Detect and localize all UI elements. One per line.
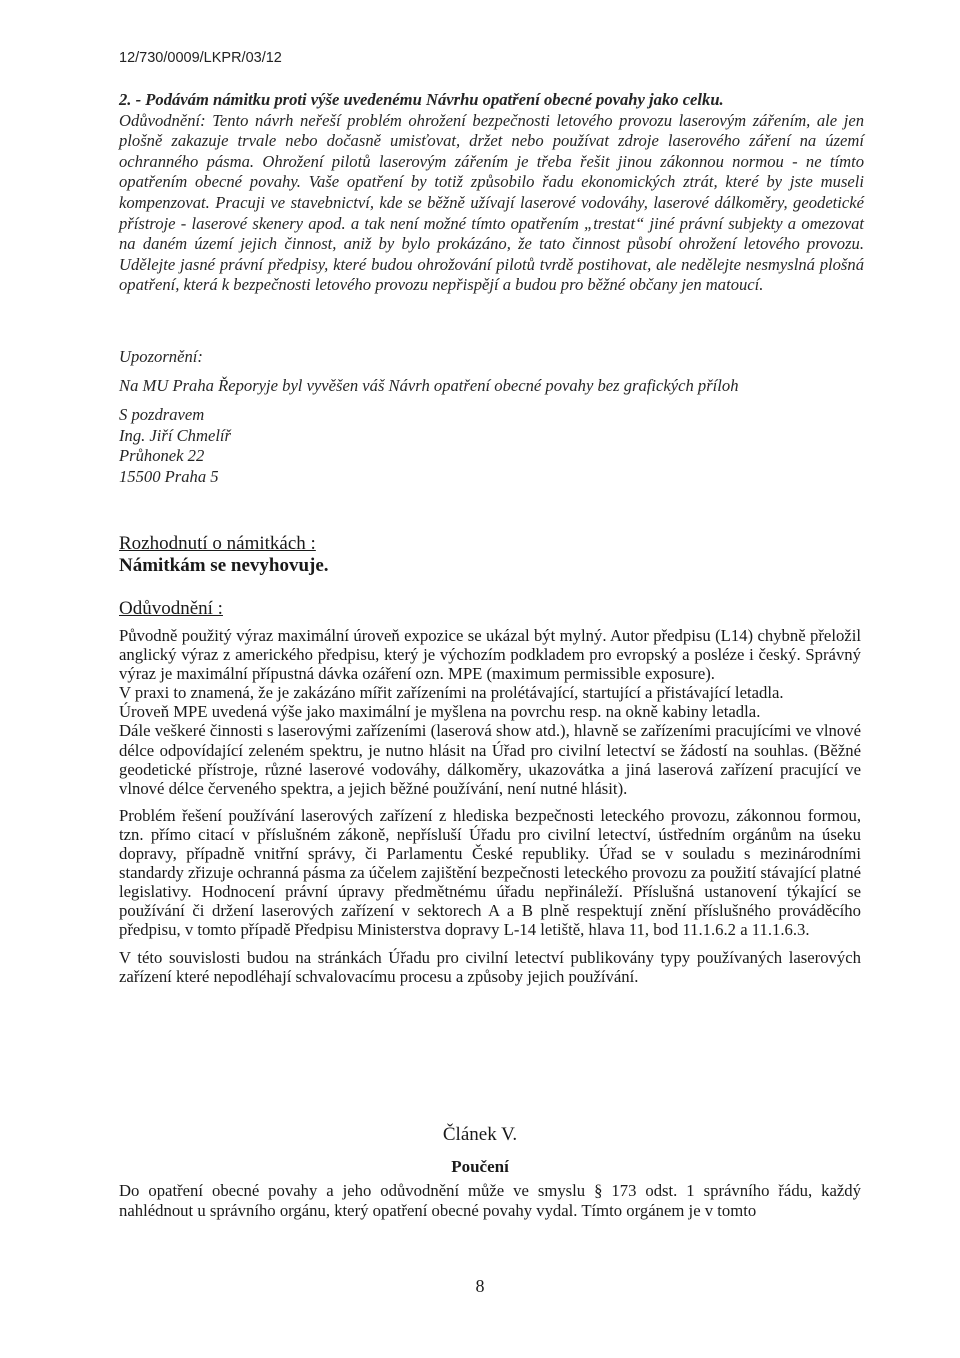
reasoning-paragraph: Původně použitý výraz maximální úroveň expozice se ukázal být mylný. Autor předpisu (L14) chybně přeložil anglický výraz z amerického předpisu, který je výchozím podkladem pro evropský a posléze i český. Správný výraz je maximální přípustná dávka ozáření ozn. MPE (maximum permissible exposure).	[119, 626, 861, 684]
warning-label: Upozornění:	[119, 347, 203, 366]
decision-verdict: Námitkám se nevyhovuje.	[119, 555, 329, 576]
article-heading: Článek V.	[442, 1124, 518, 1145]
reasoning-body	[119, 626, 861, 994]
page-number: 8	[475, 1276, 485, 1296]
decision-title: Rozhodnutí o námitkách :	[119, 533, 316, 554]
reasoning-paragraph: Dále veškeré činnosti s laserovými zařízeními (laserová show atd.), hlavně se zařízeními pracujícími ve vlnové délce odpovídající zeleném spektru, je nutno hlásit na Úřad pro civilní letectví se žádostí na souhlas. (Běžné geodetické přístroje, různé laserové vodováhy, dálkoměry, ukazovátka a jiná laserová zařízení pracující ve vlnové délce červeného spektra, a jejich běžné používání, není nutné hlásit).	[119, 721, 861, 798]
objection-heading: 2. - Podávám námitku proti výše uvedenému Návrhu opatření obecné povahy jako celku.	[119, 90, 724, 109]
objection-text: Odůvodnění: Tento návrh neřeší problém ohrožení bezpečnosti letového provozu laserovým zářením, ale jen plošně zakazuje trvale nebo dočasně umisťovat, držet nebo používat zdroje laserového záření na území ochranného pásma. Ohrožení pilotů laserovým zářením je třeba řešit jinou zákonnou normou - ne tímto opatřením obecné povahy. Vaše opatření by totiž způsobilo řadu ekonomických ztrát, které by jste museli kompenzovat. Pracuji ve stavebnictví, kde se běžně užívají laserové vodováhy, laserové dálkoměry, geodetické přístroje - laserové skenery apod. a tak není možné tímto opatřením „trestat“ jiné právní subjekty a omezovat na daném území jejich činnost, aniž by bylo prokázáno, že tato činnost působí ohrožení letového provozu. Udělejte jasné právní předpisy, které budou ohrožování pilotů tvrdě postihovat, ale nedělejte nesmyslná plošná opatření, která k bezpečnosti letového provozu nepřispějí a budou pro běžné občany jen matoucí.	[119, 110, 864, 295]
reasoning-paragraph: V této souvislosti budou na stránkách Úřadu pro civilní letectví publikovány typy používaných laserových zařízení které nepodléhají schvalovacímu procesu a způsoby jejich používání.	[119, 947, 861, 986]
objection-section	[119, 90, 864, 296]
reasoning-title: Odůvodnění :	[119, 598, 223, 619]
signature-street: Průhonek 22	[119, 446, 205, 465]
signature-block	[119, 405, 231, 487]
warning-text: Na MU Praha Řeporyje byl vyvěšen váš Návrh opatření obecné povahy bez grafických příloh	[119, 376, 739, 395]
instruction-text: Do opatření obecné povahy a jeho odůvodnění může ve smyslu § 173 odst. 1 správního řádu, každý nahlédnout u správního orgánu, který opatření obecné povahy vydal. Tímto orgánem je v tomto	[119, 1181, 861, 1220]
signature-greeting: S pozdravem	[119, 405, 205, 424]
signature-name: Ing. Jiří Chmelíř	[119, 425, 231, 445]
reasoning-paragraph: V praxi to znamená, že je zakázáno mířit zařízeními na prolétávající, startující a přistávající letadla.	[119, 683, 784, 703]
instruction-title: Poučení	[451, 1157, 509, 1176]
reference-number: 12/730/0009/LKPR/03/12	[119, 50, 282, 66]
reasoning-paragraph: Problém řešení používání laserových zařízení z hlediska bezpečnosti leteckého provozu, zákonnou formou, tzn. přímo citací v příslušném zákoně, nepřísluší Úřadu pro civilní letectví, ústředním orgánům na úseku dopravy, případně vnitřní správy, či Parlamentu České republiky. Úřad se v souladu s mezinárodními standardy zřizuje ochranná pásma za účelem zajištění bezpečnosti leteckého provozu za použití stávající platné legislativy. Hodnocení právní úpravy předmětnému úřadu nepřináleží. Příslušná ustanovení týkající se používání či držení laserových zařízení v sektorech A a B plně respektují znění příslušného prováděcího předpisu, v tomto případě Předpisu Ministerstva dopravy L-14 letiště, hlava 11, bod 11.1.6.2 a 11.1.6.3.	[119, 805, 861, 940]
signature-city: 15500 Praha 5	[119, 466, 219, 486]
reasoning-paragraph: Úroveň MPE uvedená výše jako maximální je myšlena na povrchu resp. na okně kabiny letadla.	[119, 702, 761, 722]
